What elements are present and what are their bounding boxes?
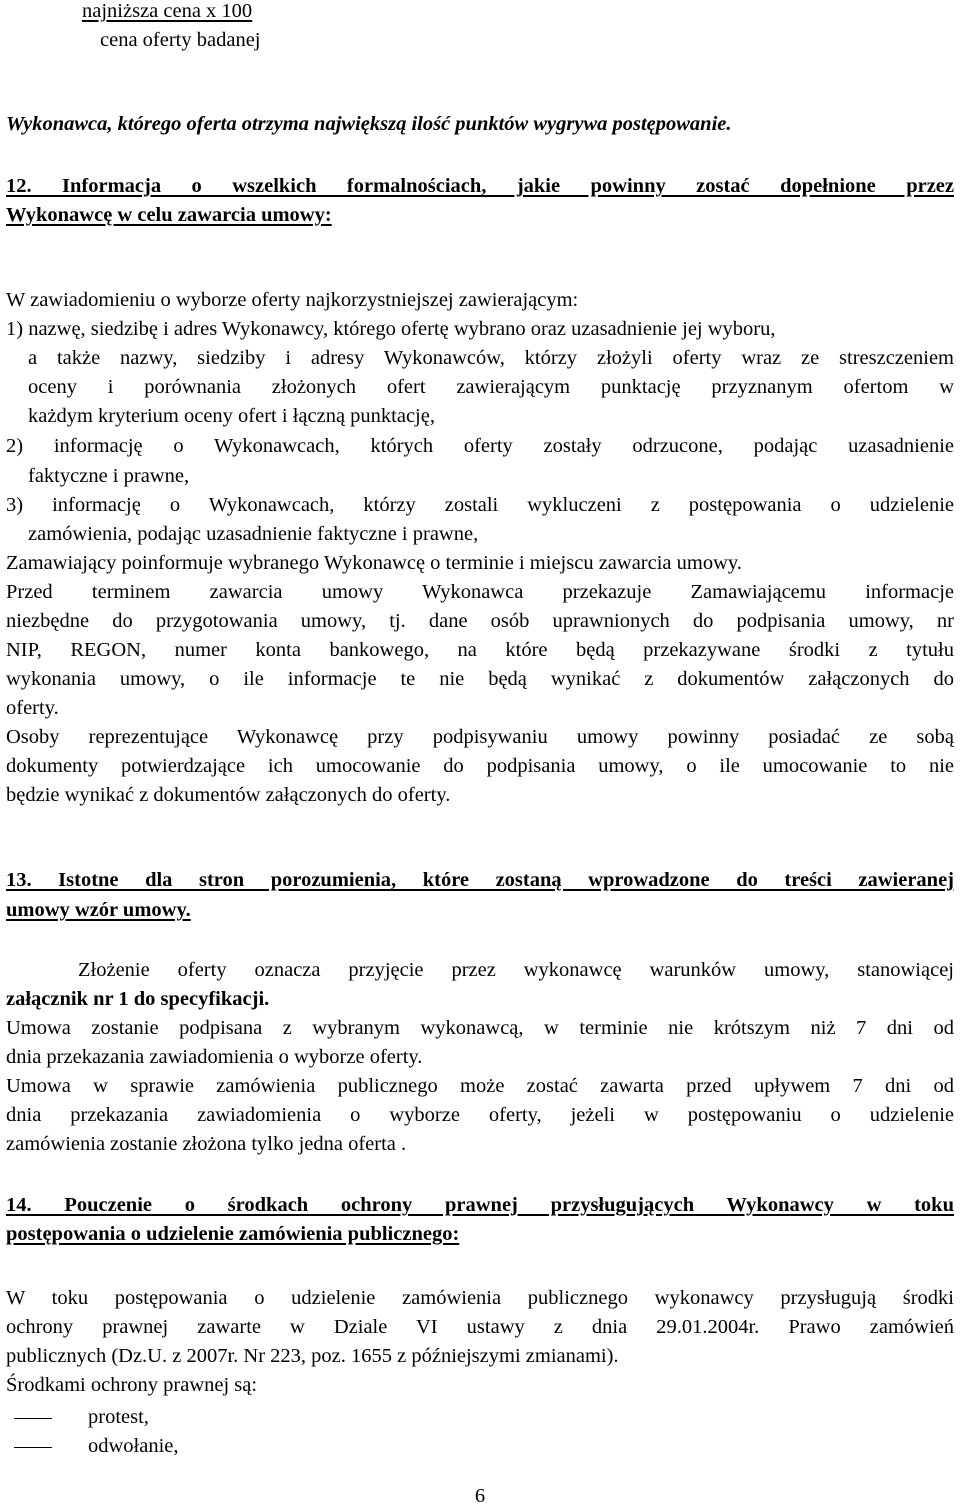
list-item [14,1432,954,1461]
section-13-heading-line1: 13. Istotne dla stron porozumienia, które zostaną wprowadzone do treści zawieranej [6,869,954,891]
s12-line: a także nazwy, siedziby i adresy Wykonawców, którzy złożyli oferty wraz ze streszczeniem [28,347,954,369]
dash-bullet-icon [14,1418,52,1419]
page-number: 6 [474,1485,486,1507]
s12-line: będzie wynikać z dokumentów załączonych do oferty. [6,784,451,806]
s12-line: każdym kryterium oceny ofert i łączną punktację, [28,405,435,427]
fraction-denominator: cena oferty badanej [100,29,261,51]
s12-line: zamówienia, podając uzasadnienie faktyczne i prawne, [28,523,479,545]
s13-line: zamówienia zostanie złożona tylko jedna oferta . [6,1133,407,1155]
s12-line: 2) informację o Wykonawcach, których oferty zostały odrzucone, podając uzasadnienie [6,435,954,457]
s12-line: wykonania umowy, o ile informacje te nie będą wynikać z dokumentów załączonych do [6,668,954,690]
s13-line: dnia przekazania zawiadomienia o wyborze oferty, jeżeli w postępowaniu o udzielenie [6,1104,954,1126]
s12-line: oceny i porównania złożonych ofert zawierającym punktację przyznanym ofertom w [28,376,954,398]
s12-line: Osoby reprezentujące Wykonawcę przy podpisywaniu umowy powinny posiadać ze sobą [6,726,954,748]
fraction-numerator: najniższa cena x 100 [82,0,253,22]
s12-line: dokumenty potwierdzające ich umocowanie do podpisania umowy, o ile umocowanie to nie [6,755,954,777]
s12-line: 3) informację o Wykonawcach, którzy zostali wykluczeni z postępowania o udzielenie [6,494,954,516]
s14-line: publicznych (Dz.U. z 2007r. Nr 223, poz. 1655 z późniejszymi zmianami). [6,1345,619,1367]
s12-line: Przed terminem zawarcia umowy Wykonawca przekazuje Zamawiającemu informacje [6,581,954,603]
dash-bullet-icon [14,1447,52,1448]
list-item-label: protest, [88,1406,149,1428]
s14-line: Środkami ochrony prawnej są: [6,1374,258,1396]
section-14-heading-line1: 14. Pouczenie o środkach ochrony prawnej przysługujących Wykonawcy w toku [6,1194,954,1216]
s14-line: ochrony prawnej zawarte w Dziale VI ustawy z dnia 29.01.2004r. Prawo zamówień [6,1316,954,1338]
section-12-heading-line1: 12. Informacja o wszelkich formalnościach, jakie powinny zostać dopełnione przez [6,175,954,197]
s12-line: niezbędne do przygotowania umowy, tj. dane osób uprawnionych do podpisania umowy, nr [6,610,954,632]
section-14-heading-line2: postępowania o udzielenie zamówienia publicznego: [6,1223,460,1245]
s13-line: Umowa zostanie podpisana z wybranym wykonawcą, w terminie nie krótszym niż 7 dni od [6,1017,954,1039]
s12-line: faktyczne i prawne, [28,465,190,487]
s12-line: Zamawiający poinformuje wybranego Wykonawcę o terminie i miejscu zawarcia umowy. [6,552,742,574]
winner-note: Wykonawca, którego oferta otrzyma największą ilość punktów wygrywa postępowanie. [6,113,732,135]
s12-line: W zawiadomieniu o wyborze oferty najkorzystniejszej zawierającym: [6,289,579,311]
s13-line: Złożenie oferty oznacza przyjęcie przez wykonawcę warunków umowy, stanowiącej [78,959,954,981]
section-13-heading-line2: umowy wzór umowy. [6,899,191,921]
s13-attachment-ref: załącznik nr 1 do specyfikacji. [6,988,270,1010]
list-item-label: odwołanie, [88,1435,179,1457]
section-12-heading-line2: Wykonawcę w celu zawarcia umowy: [6,204,332,226]
s12-line: NIP, REGON, numer konta bankowego, na które będą przekazywane środki z tytułu [6,639,954,661]
s14-line: W toku postępowania o udzielenie zamówienia publicznego wykonawcy przysługują środki [6,1287,954,1309]
s13-line: dnia przekazania zawiadomienia o wyborze oferty. [6,1046,423,1068]
list-item [14,1403,954,1432]
s12-line: 1) nazwę, siedzibę i adres Wykonawcy, którego ofertę wybrano oraz uzasadnienie jej wyboru, [6,318,776,340]
s12-line: oferty. [6,697,59,719]
s13-line: Umowa w sprawie zamówienia publicznego może zostać zawarta przed upływem 7 dni od [6,1075,954,1097]
